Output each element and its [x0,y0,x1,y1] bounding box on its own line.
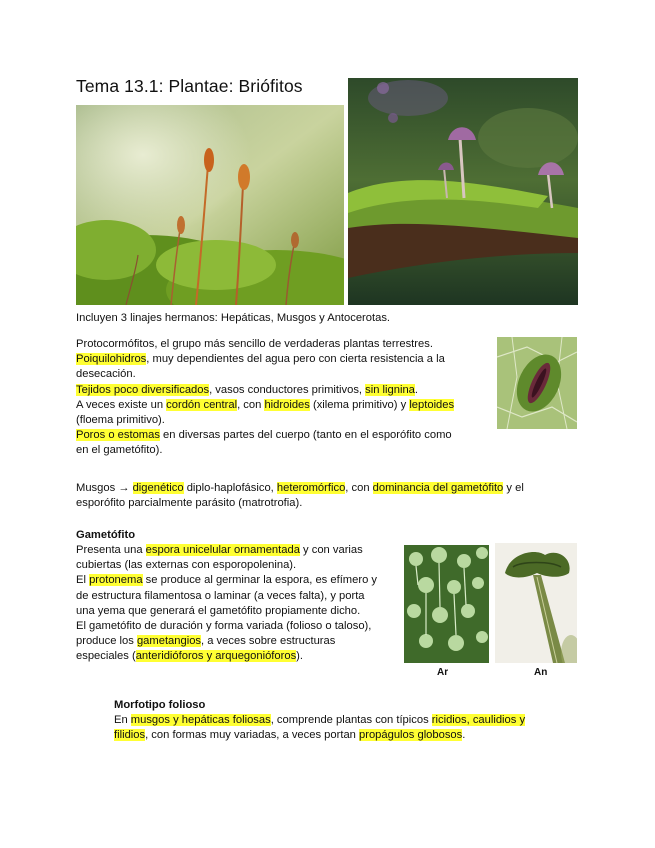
archegoniophore-photo [404,545,489,663]
paragraph-overview [76,337,496,459]
highlight: ricidios, caulidios y [431,714,526,726]
highlight: leptoides [409,398,455,411]
text: y el [503,482,524,494]
text: especiales ( [76,650,136,663]
caption-an: An [534,667,548,678]
highlight: protonema [89,574,143,587]
stoma-micrograph [497,337,577,429]
text: Presenta una [76,544,146,556]
highlight: heteromórfico [276,482,346,494]
highlight: Poiquilohidros [76,353,147,366]
text: , vasos conductores primitivos, [209,383,366,396]
paragraph-life-cycle [76,481,576,511]
text: , a veces sobre estructuras [201,635,336,648]
line [76,573,401,588]
text: Musgos → [76,482,133,494]
highlight: Tejidos poco diversificados [76,383,210,396]
highlight: gametangios [136,635,202,648]
text: , con [237,398,265,411]
antheridiophore-photo [495,543,577,663]
line: Protocormófitos, el grupo más sencillo de verdaderas plantas terrestres. [76,338,433,350]
line: en el gametófito). [76,444,163,457]
text: . [462,729,466,742]
line [76,481,576,496]
highlight: hidroides [264,398,310,411]
line [114,728,584,743]
highlight: digenético [132,482,184,494]
line [76,352,496,367]
text: , comprende plantas con típicos [270,714,432,726]
line [76,634,401,649]
gametofito-heading: Gametófito [76,529,136,541]
text: . [414,383,419,396]
text: , con [345,482,373,494]
line: esporófito parcialmente parásito (matrotrofia). [76,497,303,510]
line [76,383,496,398]
highlight: sin lignina [365,383,415,396]
line: de estructura filamentosa o laminar (a veces falta), y porta [76,589,365,602]
line [76,398,496,413]
text: (xilema primitivo) y [309,398,410,411]
highlight: cordón central [166,398,238,411]
line: desecación. [76,368,136,381]
mossy-log-mushrooms-photo [348,78,578,305]
text: ). [296,650,304,663]
highlight: dominancia del gametófito [372,482,504,494]
line [76,649,401,664]
highlight: Poros o estomas [76,429,160,442]
line [114,713,584,728]
text: , muy dependientes del agua pero con cierta resistencia a la [146,353,445,366]
intro-text: Incluyen 3 linajes hermanos: Hepáticas, Musgos y Antocerotas. [76,312,391,324]
line [76,543,401,558]
highlight: musgos y hepáticas foliosas [130,714,271,726]
text: El [76,574,90,587]
page-title: Tema 13.1: Plantae: Briófitos [76,76,303,96]
highlight: filidios [114,729,146,742]
moss-sporophyte-photo [76,105,344,305]
text: produce los [76,635,137,648]
highlight: propágulos globosos [359,729,463,742]
line: (floema primitivo). [76,414,165,427]
line [76,428,496,443]
highlight: anteridióforos y arquegonióforos [135,650,297,663]
caption-ar: Ar [437,667,449,678]
text: y con varias [299,544,363,556]
gametofito-paragraph [76,543,401,665]
text: se produce al germinar la espora, es efímero y [142,574,377,587]
text: en diversas partes del cuerpo (tanto en el esporófito como [159,429,452,442]
line: El gametófito de duración y forma variada (folioso o taloso), [76,620,372,633]
folioso-heading: Morfotipo folioso [114,699,206,711]
text: A veces existe un [76,398,167,411]
line: cubiertas (las externas con esporopolenina). [76,559,297,572]
highlight: espora unicelular ornamentada [145,544,300,556]
folioso-paragraph [114,713,584,743]
text: diplo-haplofásico, [183,482,277,494]
line: una yema que generará el gametófito propiamente dicho. [76,604,361,617]
text: En [114,714,131,726]
text: , con formas muy variadas, a veces portan [145,729,359,742]
